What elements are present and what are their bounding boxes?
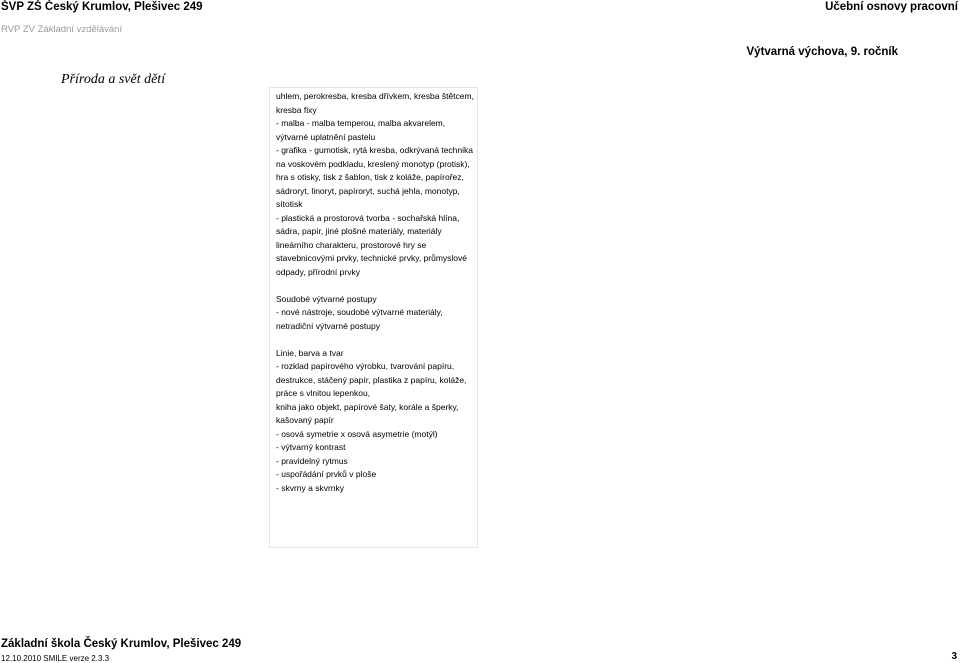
content-line: - skvrny a skvrnky [276, 482, 345, 493]
content-line: - rozklad papírového výrobku, tvarování papíru, [276, 361, 455, 371]
content-line: - výtvarný kontrast [276, 442, 346, 452]
content-line-blank [276, 333, 474, 347]
content-line: uhlem, perokresba, kresba dřívkem, kresba štětcem, [276, 91, 474, 101]
content-line: sádroryt, linoryt, papíroryt, suchá jehla, monotyp, [276, 185, 460, 196]
footer-school-name: Základní škola Český Krumlov, Plešivec 249 [1, 638, 242, 650]
content-line: lineárního charakteru, prostorové hry se [276, 239, 427, 250]
page-number: 3 [951, 651, 957, 662]
content-line: - grafika - gumotisk, rytá kresba, odkrývaná technika [276, 145, 473, 155]
content-line: hra s otisky, tisk z šablon, tisk z koláže, papírořez, [276, 172, 464, 182]
content-line: kašovaný papír [276, 415, 334, 425]
content-line: odpady, přírodní prvky [276, 266, 360, 277]
content-line: - osová symetrie x osová asymetrie (motýl) [276, 428, 438, 439]
content-line: - pravidelný rytmus [276, 455, 348, 466]
content-line: destrukce, stáčený papír, plastika z papíru, koláže, [276, 374, 467, 385]
content-line: Linie, barva a tvar [276, 347, 344, 358]
content-line: na voskovém podkladu, kreslený monotyp (protisk), [276, 158, 470, 169]
content-line: kniha jako objekt, papírové šaty, korále a šperky, [276, 401, 459, 412]
footer-version: 12.10.2010 SMILE verze 2.3.3 [1, 654, 110, 663]
content-line: Soudobé výtvarné postupy [276, 293, 377, 304]
content-line: výtvarné uplatnění pastelu [276, 131, 376, 142]
content-line: sádra, papír, jiné plošné materiály, materiály [276, 226, 442, 236]
content-line: netradiční výtvarné postupy [276, 320, 380, 331]
header-document-type: Učební osnovy pracovní [825, 1, 958, 13]
subject-title: Výtvarná výchova, 9. ročník [746, 46, 898, 58]
header-subtitle: RVP ZV Základní vzdělávání [1, 24, 123, 35]
header-school-name: ŠVP ZŠ Český Krumlov, Plešivec 249 [1, 1, 203, 13]
content-line: kresba fixy [276, 104, 317, 115]
content-line: práce s vlnitou lepenkou, [276, 388, 371, 398]
content-line-blank [276, 279, 474, 293]
content-line: - uspořádání prvků v ploše [276, 469, 377, 479]
content-line: - plastická a prostorová tvorba - sochařská hlína, [276, 212, 460, 223]
content-text [276, 90, 474, 495]
section-title: Příroda a svět dětí [61, 72, 166, 87]
content-line: stavebnicovými prvky, technické prvky, průmyslové [276, 253, 467, 263]
content-line: sítotisk [276, 199, 303, 209]
content-line: - malba - malba temperou, malba akvarelem, [276, 118, 446, 128]
content-line: - nové nástroje, soudobé výtvarné materiály, [276, 307, 443, 317]
